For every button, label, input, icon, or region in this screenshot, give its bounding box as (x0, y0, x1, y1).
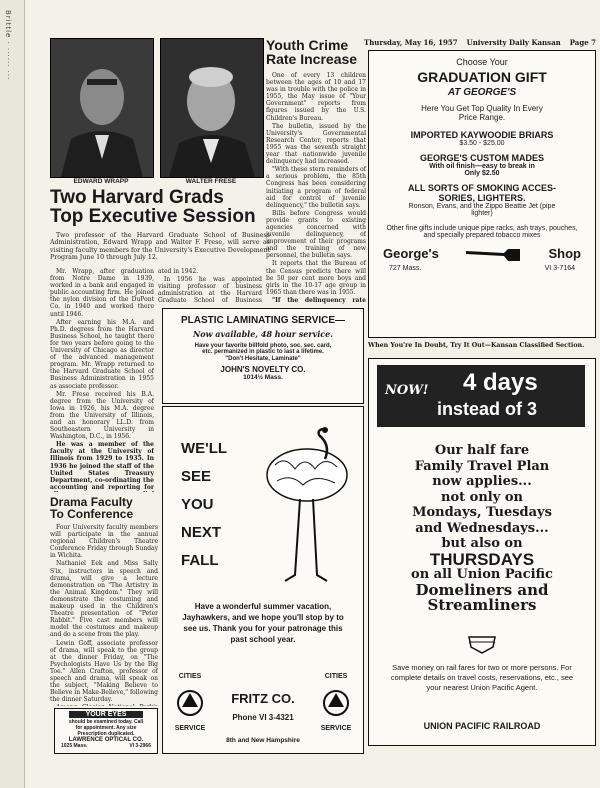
up-line-5: Mondays, Tuesdays (412, 505, 552, 520)
union-pacific-shield-icon (467, 635, 497, 655)
ad-plastic-laminating (162, 308, 364, 404)
george-line5: Price Range. (458, 113, 506, 122)
up-line-3: now applies... (432, 474, 532, 489)
story1-column2: ated in 1942. In 1956 he was appointed visiting professor of business administration at the Harvard Graduate School of Business (158, 268, 262, 304)
story3-headline-line2: To Conference (50, 507, 134, 522)
cities-logo-top-left: CITIES (178, 673, 202, 680)
laminating-body-1: Have your favorite billfold photo, soc. sec. card, (194, 343, 332, 349)
ad-lawrence-optical (54, 708, 158, 754)
up-footer: UNION PACIFIC RAILROAD (423, 721, 541, 731)
page-header (364, 38, 596, 48)
fritz-word-5: FALL (181, 552, 219, 569)
george-shop-right: Shop (548, 245, 581, 261)
story3-headline (50, 496, 158, 520)
george-item3-line1: Ronson, Evans, and the Zippo Beattie Jet (pipe (408, 203, 556, 210)
george-item3-line2: lighter) (471, 210, 493, 217)
cities-logo-bottom-right: SERVICE (320, 725, 352, 732)
george-line3: AT GEORGE'S (447, 87, 517, 98)
fritz-words (181, 435, 227, 575)
story2-body: One of every 13 children between the ages of 10 and 17 was in trouble with the police in 1955, the May issue of "Your Government" reports from figures issued by the U.S. Children's Bureau. The bulletin, issued by the University's Governmental Research Center, reports that 1955 was the seventh straight year that nationwide juvenile delinquency had increased. "With these stern reminders of a serious problem, the 85th Congress has been considering initiating a program of federal aid for control of juvenile delinquency," the bulletin says. Bills before Congress would provide grants to existing agencies concerned with juvenile delinquency, of improvement of their programs and the training of new personnel, the bulletin says. It reports that the Bureau of the Census predicts there will be 50 per cent more boys and girls in the 10-17 age group in 1965 than there was in 1955. "If the delinquency rate (266, 72, 366, 304)
optical-address: 1025 Mass. (61, 743, 88, 749)
newspaper-page (30, 0, 598, 788)
up-banner (377, 365, 585, 427)
george-shop-left: George's (383, 245, 439, 261)
fritz-word-2: SEE (181, 468, 212, 485)
up-line-8: THURSDAYS (429, 549, 535, 569)
up-line-9: on all Union Pacific (411, 567, 553, 582)
photo-edward-wrapp (50, 38, 154, 178)
george-item3-title2: SORIES, LIGHTERS. (438, 193, 526, 203)
up-big: 4 days (463, 369, 538, 396)
up-small: Save money on rail fares for two or more persons. For complete details on travel costs, reservations, etc., see your nearest Union Pacific Agent. (390, 663, 574, 692)
up-line-10: Domeliners and (415, 580, 549, 599)
optical-line3: Prescription duplicated. (77, 731, 135, 737)
story2-headline (266, 38, 366, 67)
laminating-subtitle: Now available, 48 hour service. (192, 329, 334, 339)
classified-slogan: When You're In Doubt, Try It Out—Kansan Classified Section. (368, 342, 585, 349)
george-item2-title: GEORGE'S CUSTOM MADES (420, 153, 544, 163)
george-item2-line2: Only $2.50 (464, 170, 500, 177)
optical-title: YOUR EYES (69, 711, 143, 718)
laminating-tagline: "Don't Hesitate, Laminate" (225, 356, 301, 362)
george-item2-line1: With oil finish—easy to break in (429, 163, 535, 170)
fritz-word-3: YOU (181, 496, 214, 513)
up-lines (369, 443, 595, 614)
up-line-11: Streamliners (427, 596, 537, 614)
fritz-name: FRITZ CO. (231, 691, 295, 706)
ad-georges-shop (368, 50, 596, 338)
ad-union-pacific (368, 358, 596, 746)
pipe-icon (464, 243, 524, 263)
story1-headline (50, 188, 265, 227)
story1-column1: Mr. Wrapp, after graduation from Notre Dame in 1939, worked in a bank and engaged in public accounting firm. He joined the nylon division of the DuPont Co. in 1940 and worked there until 1946. After earning his M.A. and Ph.D. degrees from the Harvard Business School, he taught there for two years before going to the University of Chicago as director of the advanced management program. Mr. Wrapp returned to the Harvard Graduate School of Business Administration in 1955 as associate professor. Mr. Frese received his B.A. degree from the University of Iowa in 1926, his M.A. degree from the University of Illinois, and an honorary LL.D. from Southeastern University in Washington, D.C., in 1956. He was a member of the faculty at the University of Illinois from 1929 to 1935. In 1936 he joined the staff of the United States Treasury Department, co-ordinating the accounting and reporting for (50, 268, 154, 491)
ad-fritz-co (162, 406, 364, 754)
up-line-1: Our half fare (434, 443, 530, 458)
story1-headline-line1: Two Harvard Grads (50, 187, 224, 208)
photo-walter-frese (160, 38, 264, 178)
up-now: NOW! (385, 383, 429, 398)
george-line2: GRADUATION GIFT (417, 69, 547, 85)
george-line1: Choose Your (456, 57, 508, 67)
optical-name: LAWRENCE OPTICAL CO. (68, 737, 144, 743)
caption-walter-frese: WALTER FRESE (185, 178, 237, 185)
portrait-icon (161, 39, 263, 177)
portrait-icon (51, 39, 153, 177)
cities-logo-top-right: CITIES (324, 673, 348, 680)
george-address: 727 Mass. (389, 265, 422, 272)
caption-edward-wrapp: EDWARD WRAPP (73, 178, 129, 185)
up-line-6: and Wednesdays... (415, 520, 549, 536)
story3-body: Four University faculty members will participate in the annual regional Children's Theatre Conference Friday through Sunday in Wichita. Nathaniel Eek and Miss Sally S'ix, instructors in speech and drama, will give a lecture demonstration on "The Artistry in the Animal Kingdom." They will demonstrate the costuming and makeup used in the Children's Theatre presentation of "Peter Rabbit." Five cast members will model the costumes and makeup and do a scene from the play. Lewin Goff, associate professor of drama, will speak to the group at the dinner Friday, on "The Psychologists Have Us by the Big Toe." Allen Crafton, professor of speech and drama, will speak on the subject, "Making Believe to Believe in Make-Believe," following the dinner Saturday. (50, 524, 158, 704)
up-line-4: not only on (441, 489, 523, 505)
george-phone: VI 3-7164 (544, 265, 575, 272)
up-line-7: but also on (441, 536, 523, 551)
fritz-body: Have a wonderful summer vacation, Jayhawkers, and we hope you'll stop by to see us. Thank you for your patronage this past school year. (182, 602, 344, 644)
story1-headline-line2: Top Executive Session (50, 206, 256, 228)
fritz-word-4: NEXT (181, 524, 222, 541)
george-other: Other fine gifts include unique pipe racks, ash trays, pouches, and specially prepared tobacco mixes (386, 225, 578, 239)
story2-headline-line2: Rate Increase (266, 51, 358, 68)
laminating-title: PLASTIC LAMINATING SERVICE— (180, 315, 346, 326)
ostrich-illustration-icon (255, 425, 359, 585)
page-left-margin (0, 0, 25, 788)
margin-vertical-text: Brittle · ······ ··· (4, 10, 12, 81)
cities-service-logo-icon (171, 677, 209, 729)
optical-line1: should be examined today. Call (68, 719, 144, 725)
header-date: Thursday, May 16, 1957 (364, 38, 458, 47)
george-item1-price: $3.50 - $25.00 (459, 140, 505, 147)
story3-headline-line1: Drama Faculty (50, 495, 133, 509)
up-line-2: Family Travel Plan (414, 458, 550, 474)
george-item1-title: IMPORTED KAYWOODIE BRIARS (410, 130, 554, 140)
fritz-phone: Phone VI 3-4321 (232, 713, 294, 722)
george-contact-row (369, 265, 595, 272)
george-item3-title1: ALL SORTS OF SMOKING ACCES- (407, 183, 556, 193)
laminating-name: JOHN'S NOVELTY CO. (220, 365, 306, 374)
optical-phone: VI 3-2966 (129, 743, 151, 749)
up-instead: instead of 3 (437, 399, 538, 419)
story2-headline-line1: Youth Crime (266, 37, 349, 53)
george-line4: Here You Get Top Quality In Every (421, 104, 543, 113)
laminating-body-2: etc. permanized in plastic to last a lifetime. (202, 349, 324, 355)
fritz-address: 8th and New Hampshire (226, 737, 300, 744)
laminating-address: 1014½ Mass. (243, 374, 283, 381)
story1-lead: Two professor of the Harvard Graduate School of Business Administration, Edward Wrapp and Walter F. Frese, will serve as visiting faculty members for the University's Executive Development Program June 10 through July 12. (50, 232, 270, 262)
cities-logo-bottom-left: SERVICE (174, 725, 206, 732)
fritz-word-1: WE'LL (181, 440, 228, 457)
george-shop-row (369, 243, 595, 263)
optical-line2: for appointment. Any size (75, 725, 137, 731)
header-page: Page 7 (569, 38, 596, 47)
header-paper: University Daily Kansan (466, 38, 561, 47)
optical-contact (55, 743, 157, 749)
cities-service-logo-icon (317, 677, 355, 729)
